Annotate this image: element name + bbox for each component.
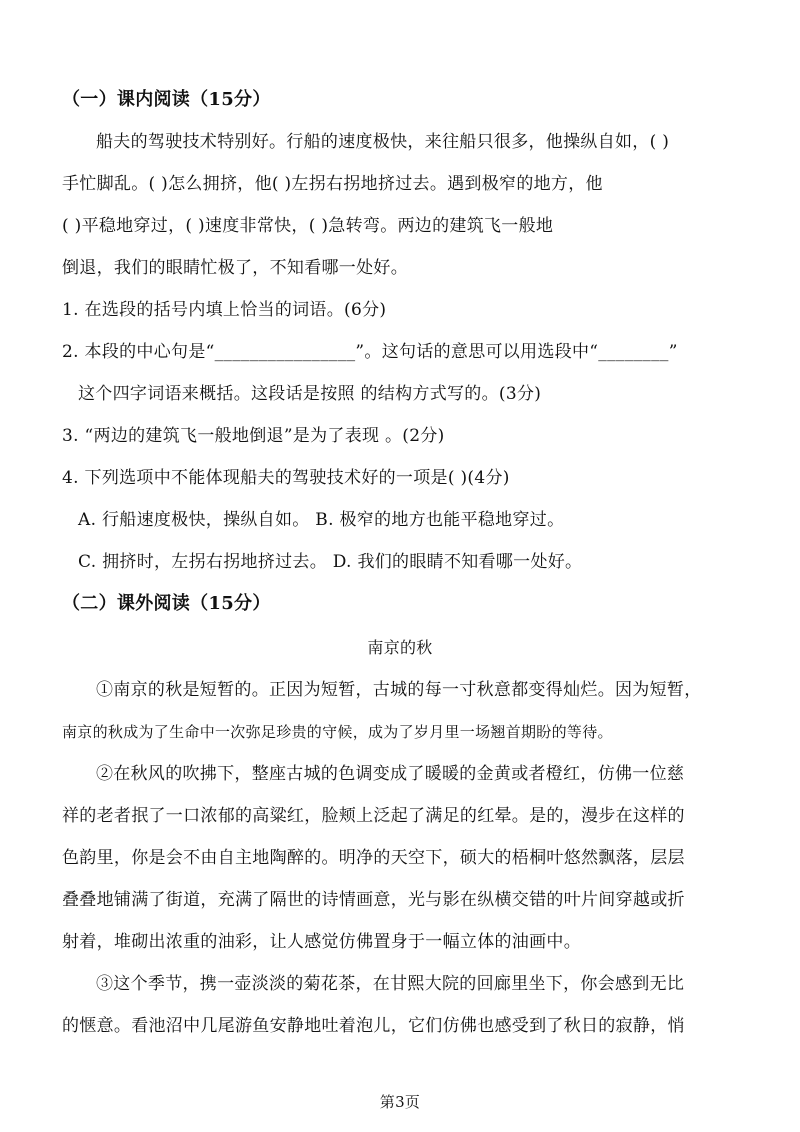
passage-line: 船夫的驾驶技术特别好。行船的速度极快，来往船只很多，他操纵自如，( ) <box>96 132 670 152</box>
article-line: ③这个季节，携一壶淡淡的菊花茶，在甘熙大院的回廊里坐下，你会感到无比 <box>96 974 685 994</box>
article-line: 祥的老者抿了一口浓郁的高粱红，脸颊上泛起了满足的红晕。是的，漫步在这样的 <box>62 806 685 826</box>
article-title: 南京的秋 <box>367 638 433 657</box>
page-number: 第3页 <box>379 1093 421 1111</box>
question-1: 1. 在选段的括号内填上恰当的词语。(6分) <box>62 300 387 320</box>
question-2: 2. 本段的中心句是“________________”。这句话的意思可以用选段中“________” <box>62 342 678 362</box>
passage-line: 倒退，我们的眼睛忙极了，不知看哪一处好。 <box>62 258 408 278</box>
article-line: 的惬意。看池沼中几尾游鱼安静地吐着泡儿，它们仿佛也感受到了秋日的寂静，悄 <box>62 1016 685 1036</box>
passage-line: 手忙脚乱。( )怎么拥挤，他( )左拐右拐地挤过去。遇到极窄的地方，他 <box>62 174 603 194</box>
section2-heading: （二）课外阅读（15分） <box>62 593 271 614</box>
section1-heading: （一）课内阅读（15分） <box>62 89 271 110</box>
article-line: ①南京的秋是短暂的。正因为短暂，古城的每一寸秋意都变得灿烂。因为短暂， <box>96 680 702 700</box>
article-line: 射着，堆砌出浓重的油彩，让人感觉仿佛置身于一幅立体的油画中。 <box>62 932 581 952</box>
question-3: 3. “两边的建筑飞一般地倒退”是为了表现 。(2分) <box>62 426 445 446</box>
article-line: 南京的秋成为了生命中一次弥足珍贵的守候，成为了岁月里一场翘首期盼的等待。 <box>62 723 613 741</box>
question-2-continued: 这个四字词语来概括。这段话是按照 的结构方式写的。(3分) <box>78 384 542 404</box>
article-line: 叠叠地铺满了街道，充满了隔世的诗情画意，光与影在纵横交错的叶片间穿越或折 <box>62 890 685 910</box>
options-row: A. 行船速度极快，操纵自如。 B. 极窄的地方也能平稳地穿过。 <box>78 510 565 530</box>
article-line: 色韵里，你是会不由自主地陶醉的。明净的天空下，硕大的梧桐叶悠然飘落，层层 <box>62 848 685 868</box>
article-line: ②在秋风的吹拂下，整座古城的色调变成了暖暖的金黄或者橙红，仿佛一位慈 <box>96 764 685 784</box>
options-row: C. 拥挤时，左拐右拐地挤过去。 D. 我们的眼睛不知看哪一处好。 <box>78 552 583 572</box>
passage-line: ( )平稳地穿过，( )速度非常快，( )急转弯。两边的建筑飞一般地 <box>62 216 554 236</box>
question-4: 4. 下列选项中不能体现船夫的驾驶技术好的一项是( )(4分) <box>62 468 510 488</box>
